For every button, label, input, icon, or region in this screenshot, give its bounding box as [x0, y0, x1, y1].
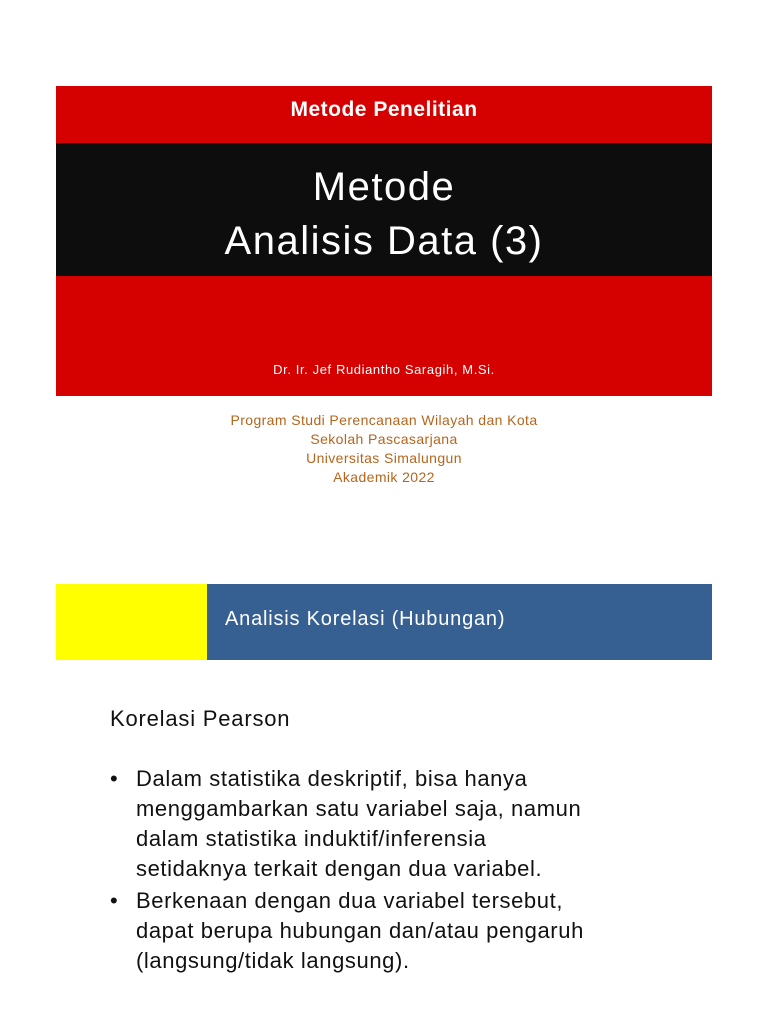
bullet-text-line: Berkenaan dengan dua variabel tersebut,: [136, 888, 564, 913]
bullet-text-line: (langsung/tidak langsung).: [136, 948, 410, 973]
bullet-text-line: menggambarkan satu variabel saja, namun: [136, 796, 582, 821]
title-slide: [56, 86, 712, 396]
institution-line-school: Sekolah Pascasarjana: [310, 431, 458, 447]
bullet-list: [110, 764, 670, 978]
slide-title-line-2: Analisis Data (3): [224, 219, 544, 263]
bullet-item: [110, 764, 670, 884]
title-band: [56, 143, 712, 276]
bullet-dot-icon: •: [110, 766, 119, 791]
bullet-item: [110, 886, 670, 976]
bullet-text-line: Dalam statistika deskriptif, bisa hanya: [136, 766, 528, 791]
bullet-dot-icon: •: [110, 888, 119, 913]
bullet-text-line: dalam statistika induktif/inferensia: [136, 826, 487, 851]
bullet-text-line: dapat berupa hubungan dan/atau pengaruh: [136, 918, 584, 943]
institution-line-year: Akademik 2022: [333, 469, 435, 485]
section-title: Analisis Korelasi (Hubungan): [225, 608, 506, 630]
institution-line-university: Universitas Simalungun: [306, 450, 462, 466]
institution-block: [56, 411, 712, 487]
course-subject: Metode Penelitian: [290, 98, 478, 121]
content-heading: Korelasi Pearson: [110, 706, 291, 731]
section-accent-block: [56, 584, 207, 660]
bullet-text-line: setidaknya terkait dengan dua variabel.: [136, 856, 543, 881]
section-header-bar: [56, 584, 712, 660]
institution-line-program: Program Studi Perencanaan Wilayah dan Kota: [230, 412, 538, 428]
slide-title-line-1: Metode: [312, 165, 456, 209]
section-title-block: [207, 584, 712, 660]
author-name: Dr. Ir. Jef Rudiantho Saragih, M.Si.: [273, 362, 495, 377]
